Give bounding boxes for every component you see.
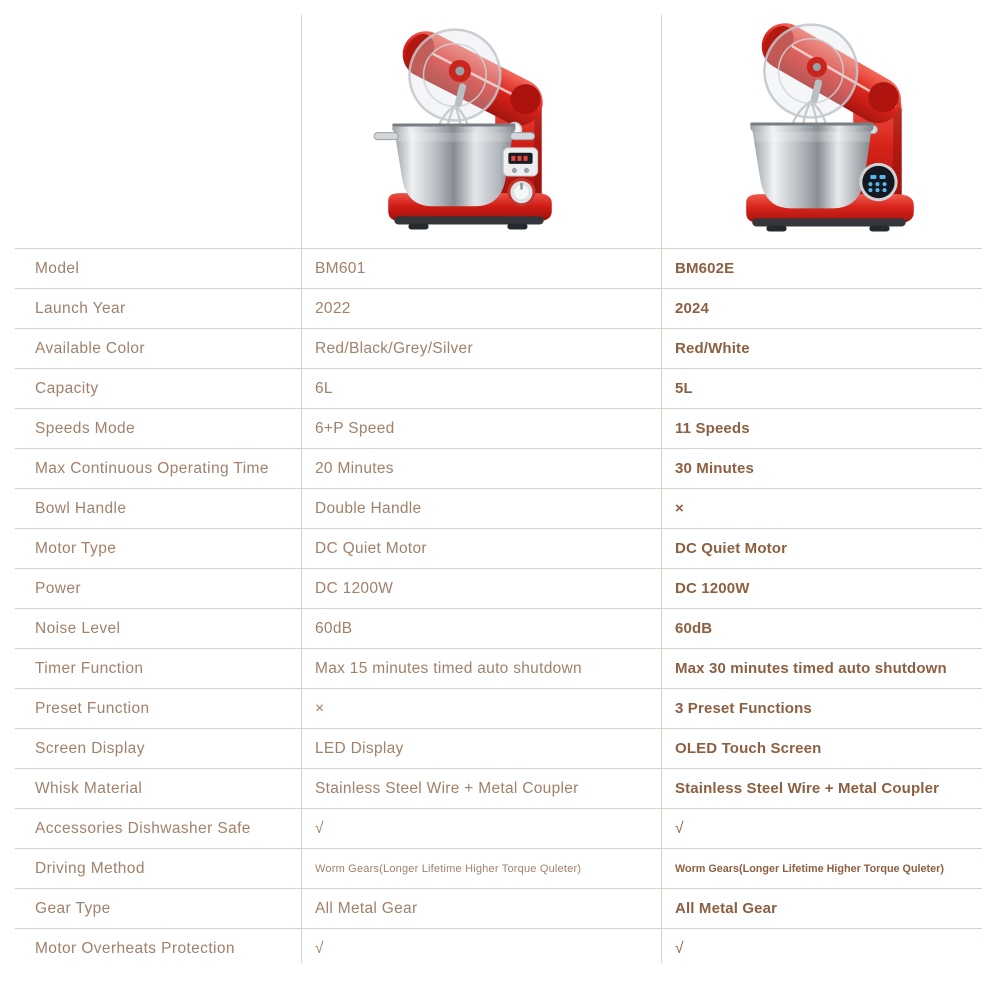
bm601-value: 60dB [315, 619, 353, 637]
bm602e-value: 5L [675, 380, 693, 397]
stand-mixer-illustration [724, 8, 936, 236]
bm602e-product-photo [724, 8, 936, 236]
spec-label: Speeds Mode [35, 419, 136, 437]
bm601-value: All Metal Gear [315, 899, 418, 917]
bm602e-value: 60dB [675, 620, 713, 637]
bm601-value: 2022 [315, 299, 351, 317]
spec-label: Noise Level [35, 619, 121, 637]
spec-label: Available Color [35, 339, 145, 357]
stand-mixer-illustration [364, 8, 576, 236]
table-row [15, 569, 982, 609]
bm602e-value: DC Quiet Motor [675, 540, 788, 557]
bm602e-value: 11 Speeds [675, 420, 750, 437]
bm602e-value: DC 1200W [675, 580, 750, 597]
bm602e-value: All Metal Gear [675, 900, 778, 917]
bm602e-value: Stainless Steel Wire + Metal Coupler [675, 780, 940, 797]
bm601-value: DC 1200W [315, 579, 394, 597]
bm601-value: 6L [315, 379, 333, 397]
table-row [15, 369, 982, 409]
table-row [15, 289, 982, 329]
spec-label: Bowl Handle [35, 499, 127, 517]
spec-label: Timer Function [35, 659, 144, 677]
spec-label: Screen Display [35, 739, 145, 757]
spec-label: Driving Method [35, 859, 145, 877]
bm601-value: BM601 [315, 259, 366, 277]
spec-label: Power [35, 579, 81, 597]
bm601-product-photo [364, 8, 576, 236]
table-row [15, 849, 982, 889]
bm601-value: √ [315, 939, 324, 957]
table-row [15, 929, 982, 968]
spec-label: Preset Function [35, 699, 150, 717]
bm602e-value: Red/White [675, 340, 750, 357]
table-row [15, 809, 982, 849]
table-row [15, 529, 982, 569]
bm602e-value: OLED Touch Screen [675, 740, 822, 757]
spec-label: Capacity [35, 379, 99, 397]
table-row [15, 609, 982, 649]
spec-label: Model [35, 259, 80, 277]
bm601-value: DC Quiet Motor [315, 539, 427, 557]
bm602e-value: 3 Preset Functions [675, 700, 812, 717]
spec-label: Motor Type [35, 539, 117, 557]
bm602e-value: Max 30 minutes timed auto shutdown [675, 660, 947, 677]
bm601-value: √ [315, 819, 324, 837]
bm602e-value: Worm Gears(Longer Lifetime Higher Torque Quleter) [675, 862, 944, 875]
spec-label: Max Continuous Operating Time [35, 459, 269, 477]
bm601-value: Stainless Steel Wire + Metal Coupler [315, 779, 579, 797]
table-row [15, 769, 982, 809]
table-row [15, 329, 982, 369]
spec-label: Accessories Dishwasher Safe [35, 819, 251, 837]
table-row [15, 249, 982, 289]
table-row [15, 489, 982, 529]
bm601-value: 6+P Speed [315, 419, 395, 437]
bm601-value: Red/Black/Grey/Silver [315, 339, 473, 357]
table-row [15, 889, 982, 929]
bm601-value: 20 Minutes [315, 459, 394, 477]
bm602e-value: 30 Minutes [675, 460, 755, 477]
bm601-value: × [315, 699, 325, 717]
bm602e-value: √ [675, 819, 684, 837]
table-row [15, 409, 982, 449]
bm602e-value: 2024 [675, 300, 709, 317]
bm601-value: Max 15 minutes timed auto shutdown [315, 659, 582, 677]
bm601-value: Double Handle [315, 499, 422, 517]
bm601-value: LED Display [315, 739, 404, 757]
table-row [15, 449, 982, 489]
spec-label: Whisk Material [35, 779, 143, 797]
bm602e-value: BM602E [675, 260, 735, 277]
spec-label: Gear Type [35, 899, 111, 917]
table-row [15, 729, 982, 769]
table-row [15, 649, 982, 689]
table-row [15, 689, 982, 729]
spec-label: Launch Year [35, 299, 126, 317]
bm602e-value: × [675, 500, 684, 517]
bm602e-value: √ [675, 939, 684, 957]
spec-table [15, 248, 982, 968]
spec-label: Motor Overheats Protection [35, 939, 235, 957]
bm601-value: Worm Gears(Longer Lifetime Higher Torque Quleter) [315, 862, 582, 875]
